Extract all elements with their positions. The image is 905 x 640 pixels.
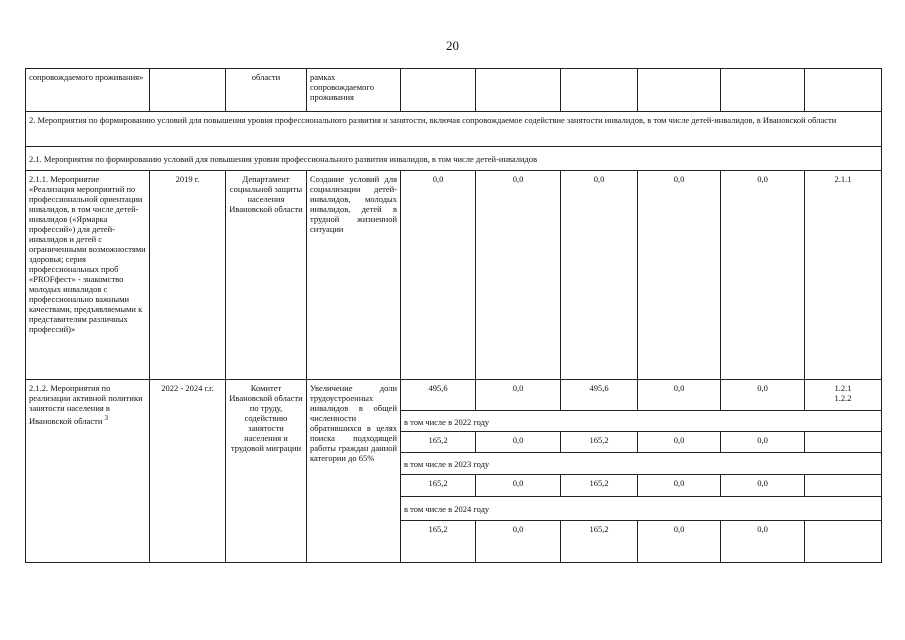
value-federal: 0,0	[476, 521, 561, 563]
cell-name: сопровождаемого проживания»	[26, 69, 150, 112]
measure-name: 2.1.1. Мероприятие «Реализация мероприятий по профессиональной ориентации инвалидов, в том числе детей-инвалидов («Ярмарка профессий») для детей-инвалидов и детей с ограниченными возможностями здоровья; серия профессиональных проб «PROFфест» - знакомство молодых инвалидов с профессионально важными качествами, предъявляемыми к представителям различных профессий)»	[26, 171, 150, 380]
cell-empty	[721, 69, 805, 112]
value-local: 0,0	[638, 380, 721, 411]
value-local: 0,0	[638, 432, 721, 453]
value-regional: 495,6	[561, 380, 638, 411]
indicator-code: 2.1.1	[805, 171, 882, 380]
value-local: 0,0	[638, 475, 721, 497]
section-2-row	[26, 112, 882, 147]
value-local: 0,0	[638, 171, 721, 380]
measure-result: Создание условий для социализации детей-инвалидов, молодых инвалидов, детей в трудной жизненной ситуации	[307, 171, 401, 380]
measure-period: 2019 г.	[150, 171, 226, 380]
year-label: в том числе в 2023 году	[401, 453, 882, 475]
table-row-2-1-2	[26, 380, 882, 411]
cell-empty	[805, 432, 882, 453]
value-total: 165,2	[401, 521, 476, 563]
cell-empty	[638, 69, 721, 112]
measure-executor: Комитет Ивановской области по труду, содействию занятости населения и трудовой миграции	[226, 380, 307, 563]
footnote-mark: 3	[104, 414, 109, 422]
value-local: 0,0	[638, 521, 721, 563]
value-other: 0,0	[721, 432, 805, 453]
table-row-2-1-1	[26, 171, 882, 380]
cell-empty	[805, 69, 882, 112]
cell-empty	[805, 521, 882, 563]
cell-empty	[401, 69, 476, 112]
value-total: 0,0	[401, 171, 476, 380]
continued-row	[26, 69, 882, 112]
value-regional: 165,2	[561, 521, 638, 563]
year-label: в том числе в 2022 году	[401, 411, 882, 432]
value-regional: 165,2	[561, 475, 638, 497]
measure-name-text: 2.1.2. Мероприятия по реализации активной политики занятости населения в Ивановской области	[29, 383, 143, 426]
cell-empty	[561, 69, 638, 112]
value-regional: 0,0	[561, 171, 638, 380]
cell-empty	[476, 69, 561, 112]
cell-empty	[805, 475, 882, 497]
section-2-1-heading: 2.1. Мероприятия по формированию условий для повышения уровня профессионального развития инвалидов, в том числе детей-инвалидов	[26, 147, 882, 171]
value-federal: 0,0	[476, 432, 561, 453]
value-federal: 0,0	[476, 171, 561, 380]
value-other: 0,0	[721, 171, 805, 380]
cell-period	[150, 69, 226, 112]
section-2-heading: 2. Мероприятия по формированию условий для повышения уровня профессионального развития и занятости, включая сопровождаемое содействие занятости инвалидов, в том числе детей-инвалидов, в Ивановской области	[26, 112, 882, 147]
value-other: 0,0	[721, 475, 805, 497]
cell-result: рамках сопровождаемого проживания	[307, 69, 401, 112]
value-other: 0,0	[721, 521, 805, 563]
value-total: 165,2	[401, 432, 476, 453]
measures-table	[25, 68, 882, 563]
value-total: 165,2	[401, 475, 476, 497]
value-total: 495,6	[401, 380, 476, 411]
measure-executor: Департамент социальной защиты населения Ивановской области	[226, 171, 307, 380]
year-label: в том числе в 2024 году	[401, 497, 882, 521]
indicator-codes	[805, 380, 882, 411]
value-other: 0,0	[721, 380, 805, 411]
value-regional: 165,2	[561, 432, 638, 453]
indicator-code: 1.2.1	[834, 383, 852, 393]
page-number: 20	[446, 38, 459, 53]
value-federal: 0,0	[476, 475, 561, 497]
measure-period: 2022 - 2024 г.г.	[150, 380, 226, 563]
measure-result: Увеличение доли трудоустроенных инвалидов в общей численности обратившихся в целях поиска подходящей работы граждан данной категории до 65%	[307, 380, 401, 563]
section-2-1-row	[26, 147, 882, 171]
cell-executor: области	[226, 69, 307, 112]
measure-name	[26, 380, 150, 563]
indicator-code: 1.2.2	[834, 393, 852, 403]
value-federal: 0,0	[476, 380, 561, 411]
